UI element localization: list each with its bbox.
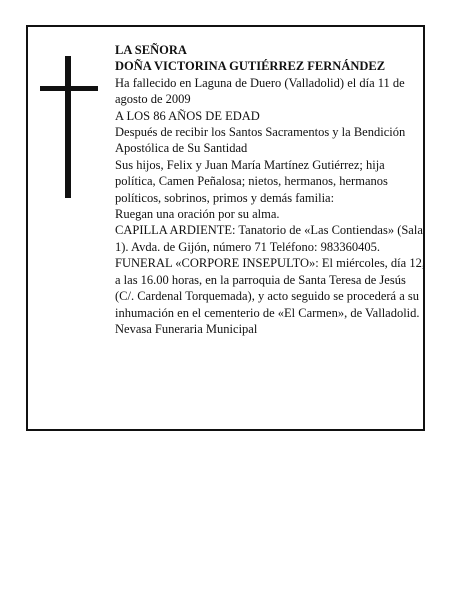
obituary-notice [26, 25, 425, 431]
funeral-info: FUNERAL «CORPORE INSEPULTO»: El miércoles, día 12, a las 16.00 horas, en la parroquia de Santa Teresa de Jesús (C/. Cardenal Torquemada), y acto seguido se procederá a su inhumación en el cementerio de «El Carmen», de Valladolid. [115, 256, 425, 320]
notice-text [115, 42, 425, 337]
cross-horizontal-bar [40, 86, 98, 91]
funeral-home: Nevasa Funeraria Municipal [115, 321, 258, 336]
cross-vertical-bar [65, 56, 71, 198]
cross-icon [40, 56, 98, 198]
age-statement: A LOS 86 AÑOS DE EDAD [115, 108, 260, 123]
notice-title: LA SEÑORA [115, 43, 187, 57]
deceased-name: DOÑA VICTORINA GUTIÉRREZ FERNÁNDEZ [115, 59, 386, 74]
family-list: Sus hijos, Felix y Juan María Martínez Gutiérrez; hija política, Camen Peñalosa; nietos, hermanos, hermanos políticos, sobrinos, primos y demás familia: [115, 157, 388, 205]
prayer-request: Ruegan una oración por su alma. [115, 207, 280, 222]
death-statement: Ha fallecido en Laguna de Duero (Valladolid) el día 11 de agosto de 2009 [115, 75, 405, 107]
chapel-info: CAPILLA ARDIENTE: Tanatorio de «Las Contiendas» (Sala 1). Avda. de Gijón, número 71 Teléfono: 983360405. [115, 223, 423, 254]
sacraments-statement: Después de recibir los Santos Sacramentos y la Bendición Apostólica de Su Santidad [115, 125, 406, 156]
